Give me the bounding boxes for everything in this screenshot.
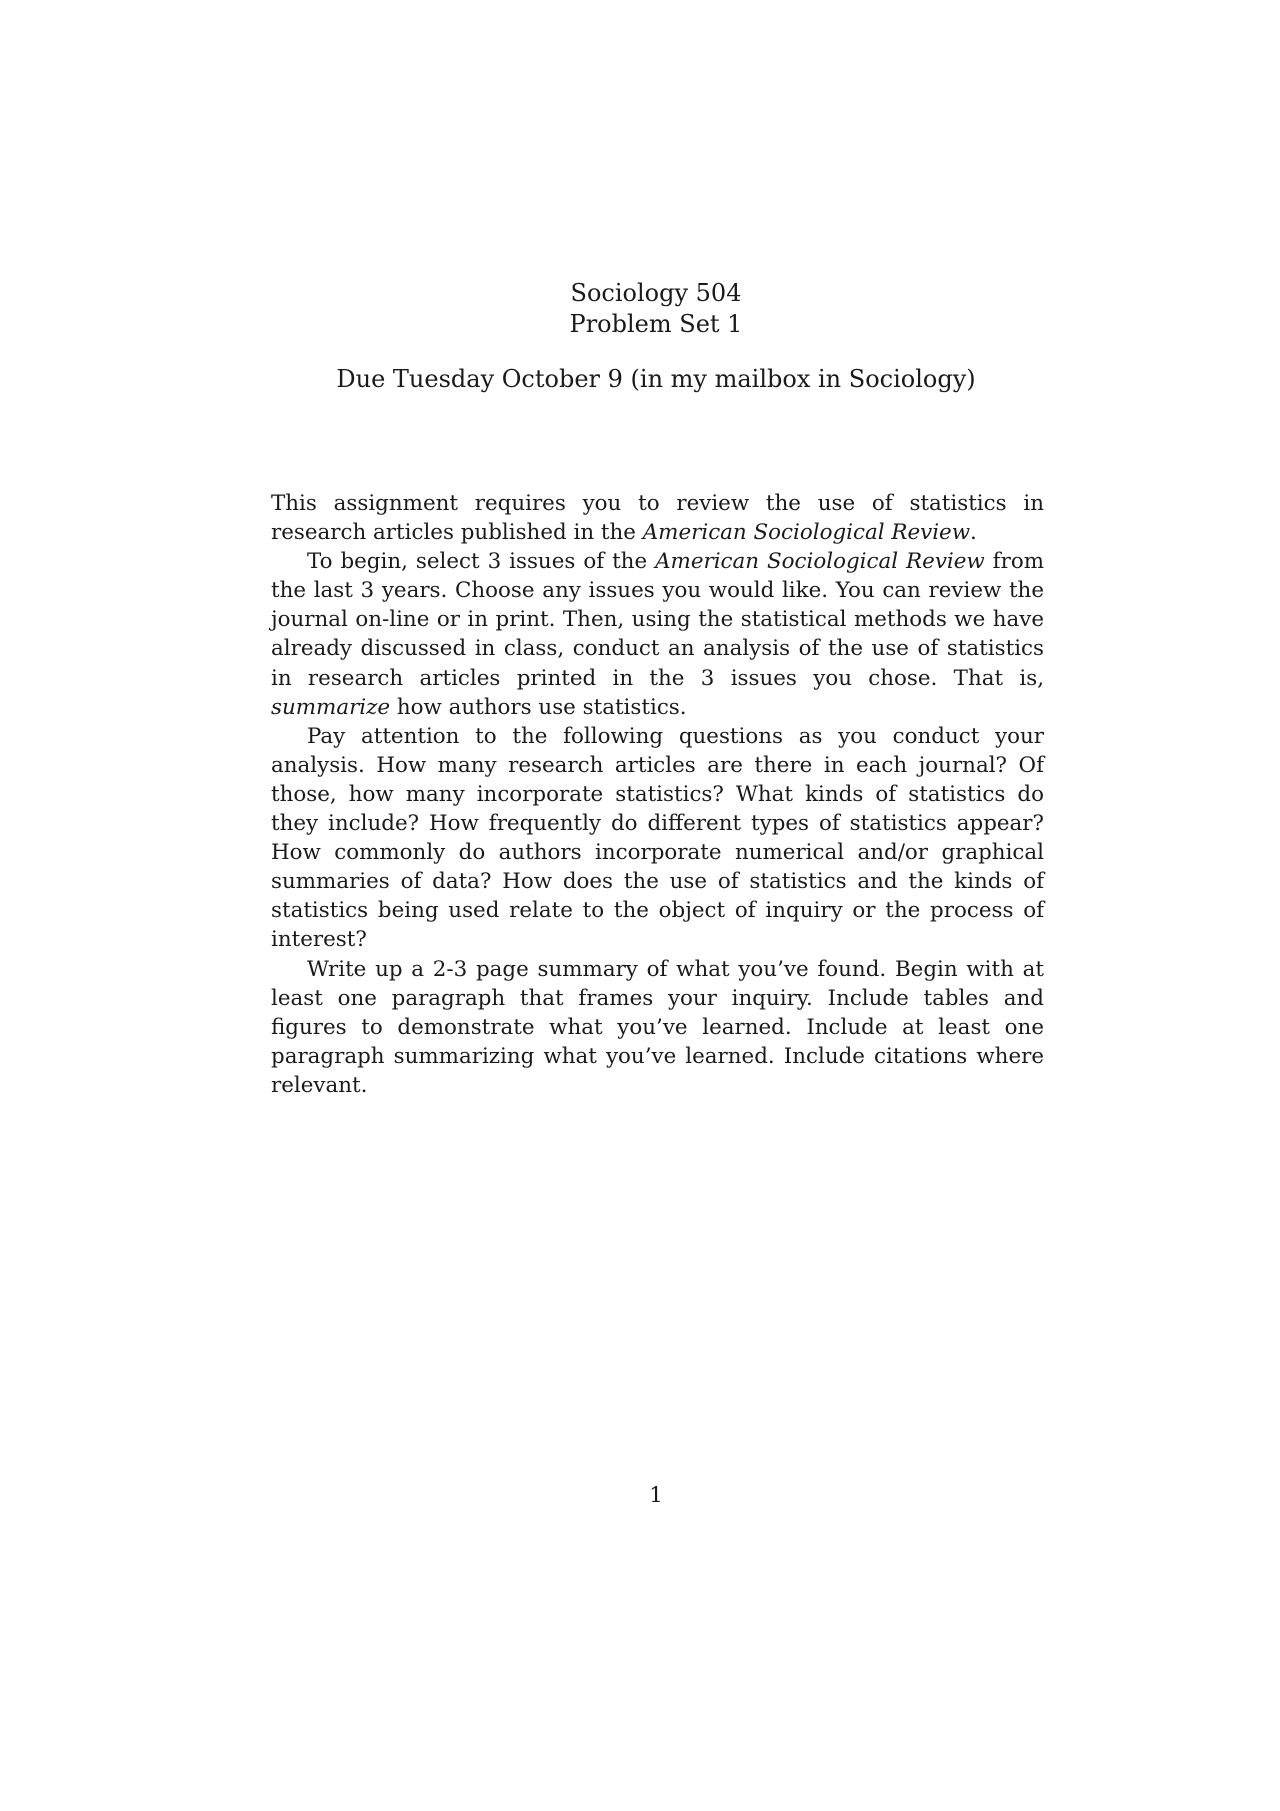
paragraph-instructions-text-a: To begin, select 3 issues of the bbox=[307, 549, 656, 575]
paragraph-intro-end: . bbox=[970, 520, 977, 546]
paragraph-instructions bbox=[271, 547, 1044, 722]
page-number: 1 bbox=[649, 1483, 663, 1508]
paragraph-questions: Pay attention to the following questions as you conduct your analysis. How many research articles are there in each journal? Of those, how many incorporate statistics? What kinds of statistics do they include? How frequently do different types of statistics appear? How commonly do authors incorporate numerical and/or graphical summaries of data? How does the use of statistics and the kinds of statistics being used relate to the object of inquiry or the process of interest? bbox=[271, 723, 1044, 953]
journal-name: American Sociological Review bbox=[642, 520, 971, 546]
paragraph-intro-text: This assignment requires you to review the use of statistics in research articles published in the bbox=[271, 491, 1044, 546]
assignment-body bbox=[271, 489, 1044, 1100]
document-title-block bbox=[0, 278, 1280, 340]
paragraph-instructions-text-b: from the last 3 years. Choose any issues you would like. You can review the journal on-line or in print. Then, using the statistical methods we have already discussed in class, conduct an analysis of the use of statistics in research articles printed in the 3 issues you chose. That is, bbox=[271, 549, 1044, 691]
assignment-title: Problem Set 1 bbox=[569, 310, 743, 338]
due-date-line: Due Tuesday October 9 (in my mailbox in Sociology) bbox=[336, 365, 976, 393]
emphasis-summarize: summarize bbox=[271, 694, 391, 720]
paragraph-instructions-text-c: how authors use statistics. bbox=[390, 694, 687, 720]
paragraph-intro bbox=[271, 489, 1044, 547]
course-title: Sociology 504 bbox=[570, 279, 742, 307]
journal-name: American Sociological Review bbox=[655, 549, 985, 575]
paragraph-writeup: Write up a 2-3 page summary of what you’ve found. Begin with at least one paragraph that frames your inquiry. Include tables and figures to demonstrate what you’ve learned. Include at least one paragraph summarizing what you’ve learned. Include citations where relevant. bbox=[271, 956, 1044, 1098]
